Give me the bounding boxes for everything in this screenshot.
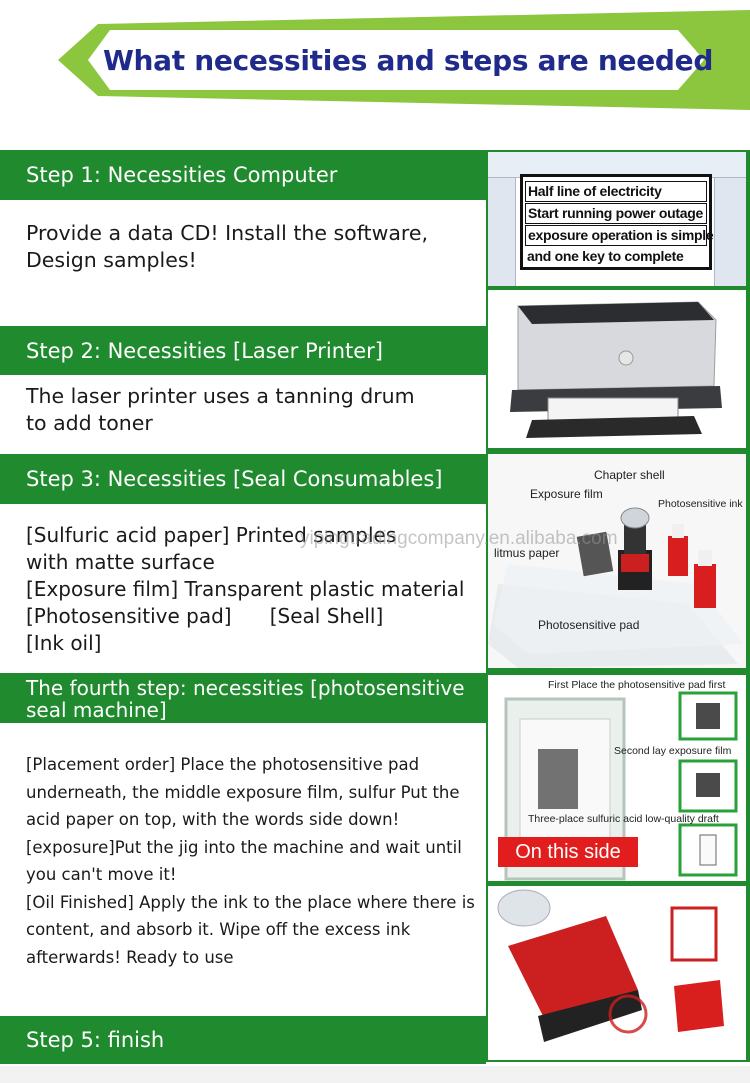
step-4-line: acid paper on top, with the words side down! <box>26 810 400 829</box>
laser-printer-photo <box>488 290 746 448</box>
step-3-header: Step 3: Necessities [Seal Consumables] <box>0 454 486 504</box>
on-this-side-badge: On this side <box>498 837 638 867</box>
design-line: exposure operation is simple <box>525 225 707 246</box>
step-2-description <box>26 383 415 437</box>
step-4-line: underneath, the middle exposure film, sulfur Put the <box>26 782 460 802</box>
label-photosensitive-ink: Photosensitive ink <box>658 498 743 510</box>
step-4-line: afterwards! Ready to use <box>26 947 234 967</box>
step-4-title-line: seal machine] <box>26 698 167 722</box>
watermark: yipingtradingcompany.en.alibaba.com <box>300 528 618 549</box>
seal-consumables-photo <box>488 454 746 668</box>
step-4-line: content, and absorb it. Wipe off the excess ink <box>26 920 411 939</box>
finished-seal-photo <box>488 886 746 1060</box>
label-photosensitive-pad: Photosensitive pad <box>538 618 640 632</box>
step-4-line: [exposure]Put the jig into the machine and wait until <box>26 837 462 857</box>
page-title: What necessities and steps are needed <box>102 44 714 77</box>
step-5-header: Step 5: finish <box>0 1016 486 1064</box>
step-4-line: [Oil Finished] Apply the ink to the place where there is <box>26 892 475 912</box>
step-3-line: with matte surface <box>26 550 215 574</box>
label-exposure-film: Exposure film <box>530 487 603 501</box>
step-1-header: Step 1: Necessities Computer <box>0 150 486 200</box>
step-3-line: [Sulfuric acid paper] Printed samples <box>26 523 397 547</box>
step-4-header <box>0 673 486 723</box>
bottom-strip <box>0 1066 750 1083</box>
step-4-line: you can't move it! <box>26 865 177 884</box>
finished-seal-illustration <box>488 886 746 1060</box>
step-2-line: to add toner <box>26 411 153 435</box>
step-3-line: [Photosensitive pad] [Seal Shell] <box>26 604 384 628</box>
software-tool-panel <box>488 178 516 286</box>
software-side-panel <box>714 178 746 286</box>
consumables-illustration <box>488 454 746 668</box>
software-design-sample <box>520 174 712 270</box>
step-4-description <box>26 751 475 971</box>
printer-illustration <box>488 290 746 448</box>
label-second: Second lay exposure film <box>614 745 732 757</box>
step-1-description <box>26 220 428 274</box>
step-1-line: Provide a data CD! Install the software, <box>26 221 429 245</box>
step-2-line: The laser printer uses a tanning drum <box>26 384 415 408</box>
step-4-line: [Placement order] Place the photosensitive pad <box>26 755 420 774</box>
software-screenshot <box>488 152 746 286</box>
step-3-line: [Ink oil] <box>26 631 102 655</box>
label-third: Three-place sulfuric acid low-quality draft <box>528 813 719 825</box>
design-line: and one key to complete <box>527 248 684 264</box>
photosensitive-machine-photo <box>488 675 746 881</box>
step-2-header: Step 2: Necessities [Laser Printer] <box>0 326 486 375</box>
design-line: Half line of electricity <box>525 181 707 202</box>
design-line: Start running power outage <box>525 203 707 224</box>
step-4-title-line: The fourth step: necessities [photosensitive <box>26 676 465 700</box>
step-1-line: Design samples! <box>26 248 197 272</box>
step-3-line: [Exposure film] Transparent plastic material <box>26 577 465 601</box>
label-litmus-paper: litmus paper <box>494 546 560 560</box>
label-chapter-shell: Chapter shell <box>594 468 665 482</box>
label-first: First Place the photosensitive pad first <box>548 679 726 691</box>
title-banner <box>58 10 750 110</box>
